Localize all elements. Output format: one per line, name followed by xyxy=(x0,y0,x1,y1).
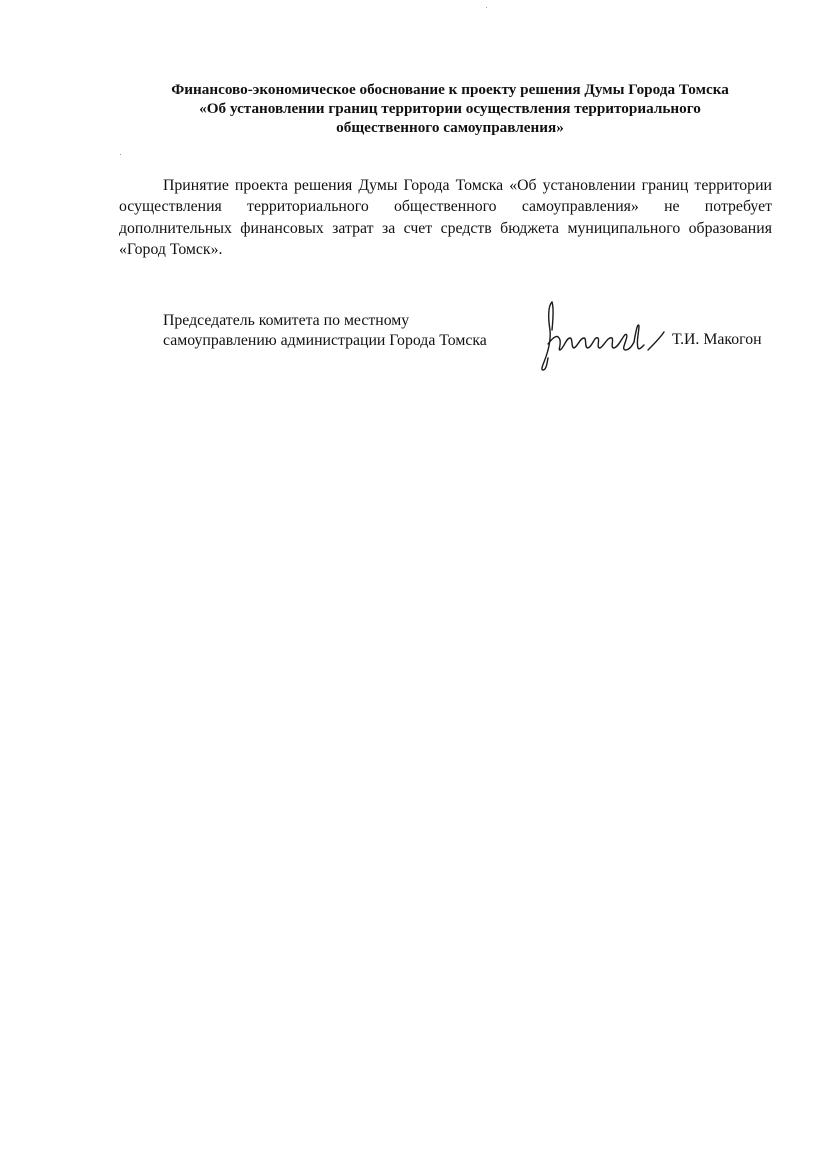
title-line-3: общественного самоуправления» xyxy=(336,119,564,136)
signer-name: Т.И. Макогон xyxy=(672,331,762,348)
scan-speck xyxy=(486,7,487,8)
signatory-position xyxy=(163,311,487,350)
document-title xyxy=(120,80,780,137)
position-line-1: Председатель комитета по местному xyxy=(163,312,410,329)
title-line-2: «Об установлении границ территории осуществления территориального xyxy=(199,100,701,117)
title-line-1: Финансово-экономическое обоснование к проекту решения Думы Города Томска xyxy=(171,81,729,98)
handwritten-signature xyxy=(538,300,666,372)
scan-speck xyxy=(120,154,121,155)
position-line-2: самоуправлению администрации Города Томска xyxy=(163,331,487,349)
body-paragraph: Принятие проекта решения Думы Города Томска «Об установлении границ территории осуществления территориального общественного самоуправления» не потребует дополнительных финансовых затрат за счет средств бюджета муниципального образования «Город Томск». xyxy=(119,177,772,258)
